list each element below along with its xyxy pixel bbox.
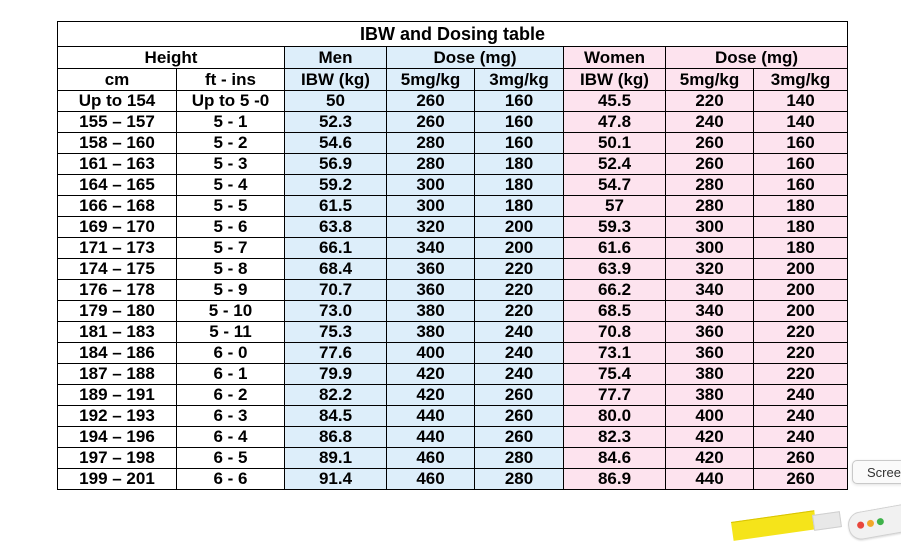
men-dose-5mgkg-cell: 380 [387,322,475,343]
women-dose-5mgkg-cell: 280 [666,196,754,217]
height-ft-ins-cell: Up to 5 -0 [177,91,285,112]
men-ibw-cell: 54.6 [285,133,387,154]
table-row [58,343,848,364]
green-color-dot-icon[interactable] [876,518,884,526]
ibw-dosing-table [57,21,848,490]
men-ibw-cell: 70.7 [285,280,387,301]
marker-cap-icon [812,511,842,531]
screenshot-tool-tab[interactable]: Scree [852,460,901,484]
table-row [58,238,848,259]
women-dose-5mgkg-cell: 260 [666,154,754,175]
height-cm-cell: 158 – 160 [58,133,177,154]
men-ibw-cell: 84.5 [285,406,387,427]
women-ibw-cell: 47.8 [564,112,666,133]
women-dose-3mgkg-cell: 180 [754,217,848,238]
men-ibw-cell: 82.2 [285,385,387,406]
table-row [58,91,848,112]
men-dose-3mgkg-cell: 260 [475,427,564,448]
height-cm-cell: 171 – 173 [58,238,177,259]
height-group-header: Height [58,47,285,69]
women-dose-3mgkg-cell: 220 [754,322,848,343]
height-cm-cell: Up to 154 [58,91,177,112]
women-dose-3mgkg-cell: 200 [754,280,848,301]
table-row [58,385,848,406]
men-ibw-cell: 50 [285,91,387,112]
women-dose-5mgkg-cell: 300 [666,238,754,259]
women-3mgkg-column-header: 3mg/kg [754,69,848,91]
women-dose-5mgkg-cell: 400 [666,406,754,427]
women-dose-3mgkg-cell: 260 [754,469,848,490]
table-row [58,217,848,238]
table-row [58,196,848,217]
height-cm-cell: 155 – 157 [58,112,177,133]
men-dose-5mgkg-cell: 340 [387,238,475,259]
men-dose-3mgkg-cell: 180 [475,196,564,217]
height-ft-ins-cell: 6 - 3 [177,406,285,427]
women-ibw-cell: 63.9 [564,259,666,280]
women-ibw-cell: 66.2 [564,280,666,301]
women-ibw-cell: 75.4 [564,364,666,385]
women-dose-5mgkg-cell: 420 [666,427,754,448]
table-row [58,448,848,469]
height-cm-cell: 161 – 163 [58,154,177,175]
women-dose-3mgkg-cell: 180 [754,196,848,217]
men-dose-3mgkg-cell: 240 [475,364,564,385]
height-ft-ins-cell: 5 - 7 [177,238,285,259]
table-row [58,301,848,322]
women-ibw-cell: 61.6 [564,238,666,259]
height-cm-cell: 199 – 201 [58,469,177,490]
men-ibw-cell: 59.2 [285,175,387,196]
men-dose-3mgkg-cell: 240 [475,343,564,364]
marker-icon[interactable] [731,510,817,541]
women-dose-5mgkg-cell: 300 [666,217,754,238]
women-dose-5mgkg-cell: 420 [666,448,754,469]
men-ibw-cell: 56.9 [285,154,387,175]
height-cm-cell: 197 – 198 [58,448,177,469]
men-dose-5mgkg-cell: 420 [387,385,475,406]
men-dose-3mgkg-cell: 280 [475,469,564,490]
women-dose-3mgkg-cell: 140 [754,112,848,133]
men-ibw-cell: 79.9 [285,364,387,385]
cm-column-header: cm [58,69,177,91]
height-ft-ins-cell: 5 - 11 [177,322,285,343]
table-row [58,154,848,175]
table-row [58,427,848,448]
height-cm-cell: 174 – 175 [58,259,177,280]
height-ft-ins-cell: 5 - 10 [177,301,285,322]
table-row [58,175,848,196]
men-dose-5mgkg-cell: 280 [387,133,475,154]
men-dose-3mgkg-cell: 260 [475,385,564,406]
height-ft-ins-cell: 5 - 1 [177,112,285,133]
women-dose-5mgkg-cell: 260 [666,133,754,154]
men-dose-5mgkg-cell: 440 [387,427,475,448]
women-ibw-cell: 80.0 [564,406,666,427]
women-ibw-cell: 50.1 [564,133,666,154]
women-dose-5mgkg-cell: 280 [666,175,754,196]
women-dose-5mgkg-cell: 320 [666,259,754,280]
men-ibw-column-header: IBW (kg) [285,69,387,91]
women-ibw-cell: 54.7 [564,175,666,196]
table-title: IBW and Dosing table [58,22,848,47]
women-dose-3mgkg-cell: 140 [754,91,848,112]
women-dose-3mgkg-cell: 240 [754,427,848,448]
men-5mgkg-column-header: 5mg/kg [387,69,475,91]
table-body [58,91,848,490]
men-dose-5mgkg-cell: 260 [387,91,475,112]
height-cm-cell: 187 – 188 [58,364,177,385]
height-cm-cell: 181 – 183 [58,322,177,343]
men-dose-3mgkg-cell: 180 [475,154,564,175]
height-cm-cell: 189 – 191 [58,385,177,406]
women-ibw-cell: 45.5 [564,91,666,112]
women-ibw-cell: 70.8 [564,322,666,343]
height-ft-ins-cell: 6 - 0 [177,343,285,364]
men-dose-3mgkg-cell: 160 [475,133,564,154]
women-ibw-cell: 77.7 [564,385,666,406]
men-dose-5mgkg-cell: 320 [387,217,475,238]
women-ibw-cell: 59.3 [564,217,666,238]
height-cm-cell: 164 – 165 [58,175,177,196]
women-dose-5mgkg-cell: 380 [666,385,754,406]
men-dose-5mgkg-cell: 300 [387,196,475,217]
table-row [58,133,848,154]
table-row [58,406,848,427]
women-dose-3mgkg-cell: 260 [754,448,848,469]
men-ibw-cell: 91.4 [285,469,387,490]
color-palette-icon[interactable] [846,503,901,541]
men-dose-3mgkg-cell: 200 [475,238,564,259]
red-color-dot-icon[interactable] [857,521,865,529]
men-dose-5mgkg-cell: 400 [387,343,475,364]
women-dose-3mgkg-cell: 160 [754,154,848,175]
men-dose-5mgkg-cell: 300 [387,175,475,196]
height-cm-cell: 184 – 186 [58,343,177,364]
women-dose-5mgkg-cell: 220 [666,91,754,112]
men-3mgkg-column-header: 3mg/kg [475,69,564,91]
table-row [58,364,848,385]
men-ibw-cell: 75.3 [285,322,387,343]
men-dose-3mgkg-cell: 200 [475,217,564,238]
women-ibw-cell: 57 [564,196,666,217]
men-dose-3mgkg-cell: 260 [475,406,564,427]
men-ibw-cell: 68.4 [285,259,387,280]
height-ft-ins-cell: 6 - 4 [177,427,285,448]
women-dose-5mgkg-cell: 340 [666,301,754,322]
men-dose-3mgkg-cell: 160 [475,91,564,112]
men-ibw-cell: 86.8 [285,427,387,448]
height-ft-ins-cell: 5 - 5 [177,196,285,217]
table-row [58,280,848,301]
orange-color-dot-icon[interactable] [866,519,874,527]
men-dose-group-header: Dose (mg) [387,47,564,69]
women-dose-5mgkg-cell: 360 [666,343,754,364]
height-cm-cell: 179 – 180 [58,301,177,322]
men-ibw-cell: 61.5 [285,196,387,217]
men-dose-3mgkg-cell: 220 [475,301,564,322]
height-cm-cell: 166 – 168 [58,196,177,217]
men-dose-3mgkg-cell: 220 [475,280,564,301]
men-dose-3mgkg-cell: 220 [475,259,564,280]
table-row [58,259,848,280]
ft-ins-column-header: ft - ins [177,69,285,91]
men-ibw-cell: 73.0 [285,301,387,322]
men-group-header: Men [285,47,387,69]
men-ibw-cell: 63.8 [285,217,387,238]
women-5mgkg-column-header: 5mg/kg [666,69,754,91]
men-dose-5mgkg-cell: 360 [387,259,475,280]
women-ibw-cell: 82.3 [564,427,666,448]
women-dose-5mgkg-cell: 340 [666,280,754,301]
men-dose-3mgkg-cell: 180 [475,175,564,196]
women-ibw-cell: 73.1 [564,343,666,364]
height-cm-cell: 176 – 178 [58,280,177,301]
women-dose-3mgkg-cell: 240 [754,406,848,427]
women-dose-5mgkg-cell: 440 [666,469,754,490]
women-dose-3mgkg-cell: 200 [754,301,848,322]
women-dose-3mgkg-cell: 240 [754,385,848,406]
men-ibw-cell: 89.1 [285,448,387,469]
women-dose-5mgkg-cell: 360 [666,322,754,343]
height-ft-ins-cell: 5 - 2 [177,133,285,154]
height-ft-ins-cell: 6 - 1 [177,364,285,385]
men-ibw-cell: 66.1 [285,238,387,259]
men-dose-5mgkg-cell: 460 [387,469,475,490]
height-ft-ins-cell: 5 - 6 [177,217,285,238]
men-dose-3mgkg-cell: 240 [475,322,564,343]
women-ibw-column-header: IBW (kg) [564,69,666,91]
women-dose-3mgkg-cell: 200 [754,259,848,280]
men-dose-5mgkg-cell: 440 [387,406,475,427]
height-cm-cell: 169 – 170 [58,217,177,238]
men-dose-5mgkg-cell: 260 [387,112,475,133]
table-row [58,322,848,343]
women-ibw-cell: 84.6 [564,448,666,469]
men-dose-5mgkg-cell: 360 [387,280,475,301]
women-dose-group-header: Dose (mg) [666,47,848,69]
women-group-header: Women [564,47,666,69]
women-ibw-cell: 52.4 [564,154,666,175]
women-dose-3mgkg-cell: 220 [754,343,848,364]
women-dose-5mgkg-cell: 380 [666,364,754,385]
women-dose-5mgkg-cell: 240 [666,112,754,133]
height-ft-ins-cell: 6 - 2 [177,385,285,406]
men-ibw-cell: 52.3 [285,112,387,133]
height-cm-cell: 192 – 193 [58,406,177,427]
women-dose-3mgkg-cell: 160 [754,133,848,154]
women-ibw-cell: 68.5 [564,301,666,322]
men-dose-3mgkg-cell: 160 [475,112,564,133]
women-ibw-cell: 86.9 [564,469,666,490]
men-dose-3mgkg-cell: 280 [475,448,564,469]
men-dose-5mgkg-cell: 280 [387,154,475,175]
height-ft-ins-cell: 5 - 4 [177,175,285,196]
men-dose-5mgkg-cell: 380 [387,301,475,322]
height-ft-ins-cell: 5 - 9 [177,280,285,301]
height-ft-ins-cell: 5 - 8 [177,259,285,280]
men-dose-5mgkg-cell: 420 [387,364,475,385]
men-ibw-cell: 77.6 [285,343,387,364]
table-row [58,469,848,490]
height-ft-ins-cell: 6 - 5 [177,448,285,469]
table-row [58,112,848,133]
men-dose-5mgkg-cell: 460 [387,448,475,469]
height-cm-cell: 194 – 196 [58,427,177,448]
women-dose-3mgkg-cell: 220 [754,364,848,385]
height-ft-ins-cell: 5 - 3 [177,154,285,175]
women-dose-3mgkg-cell: 180 [754,238,848,259]
height-ft-ins-cell: 6 - 6 [177,469,285,490]
women-dose-3mgkg-cell: 160 [754,175,848,196]
